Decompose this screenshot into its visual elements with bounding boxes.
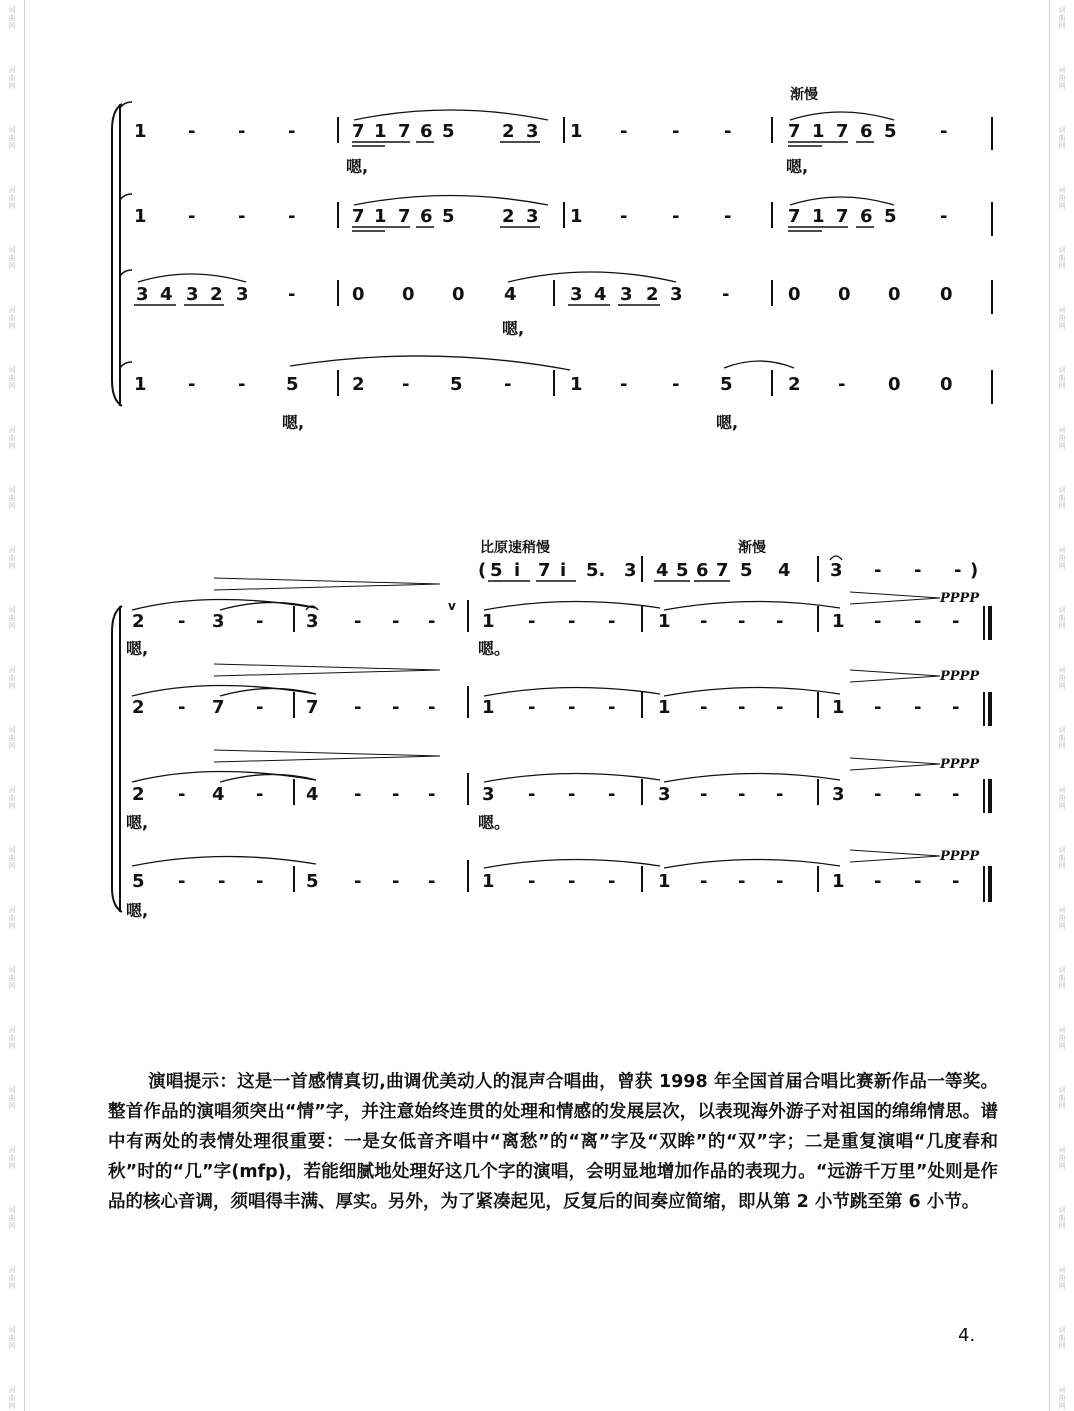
- svg-text:1: 1: [482, 697, 495, 718]
- svg-text:1: 1: [482, 611, 495, 632]
- svg-text:-: -: [528, 697, 536, 718]
- lyric: 嗯,: [126, 639, 149, 658]
- svg-text:1: 1: [570, 121, 583, 142]
- svg-text:-: -: [256, 697, 264, 718]
- svg-text:PPPP: PPPP: [940, 849, 980, 864]
- tempo-mark: 渐慢: [790, 87, 818, 103]
- watermark-text: 词 曲 网: [1058, 906, 1066, 930]
- lyric: 嗯。: [478, 813, 511, 832]
- watermark-text: 词 曲 网: [1058, 486, 1066, 510]
- svg-text:-: -: [428, 611, 436, 632]
- svg-text:2: 2: [132, 697, 145, 718]
- svg-text:4: 4: [212, 784, 225, 805]
- svg-text:7: 7: [352, 121, 365, 142]
- svg-text:1: 1: [832, 871, 845, 892]
- tempo-mark: 渐慢: [738, 540, 766, 556]
- svg-text:-: -: [738, 871, 746, 892]
- svg-text:-: -: [568, 784, 576, 805]
- svg-text:PPPP: PPPP: [940, 757, 980, 772]
- watermark-text: 词 曲 网: [1058, 246, 1066, 270]
- score-system-1: [0, 0, 1074, 440]
- watermark-text: 词 曲 网: [8, 1086, 16, 1110]
- svg-text:1: 1: [812, 206, 825, 227]
- watermark-text: 词 曲 网: [8, 366, 16, 390]
- svg-text:5: 5: [740, 560, 753, 581]
- svg-text:-: -: [568, 611, 576, 632]
- svg-text:-: -: [672, 121, 680, 142]
- svg-text:1: 1: [570, 374, 583, 395]
- svg-text:-: -: [700, 697, 708, 718]
- svg-text:-: -: [620, 206, 628, 227]
- stave-s1-4: [120, 356, 992, 432]
- svg-text:5: 5: [286, 374, 299, 395]
- svg-text:-: -: [238, 206, 246, 227]
- svg-text:4: 4: [594, 284, 607, 305]
- watermark-text: 词 曲 网: [8, 906, 16, 930]
- svg-text:3: 3: [482, 784, 495, 805]
- svg-text:0: 0: [888, 284, 901, 305]
- svg-text:-: -: [354, 784, 362, 805]
- watermark-text: 词 曲 网: [8, 1326, 16, 1350]
- svg-text:7: 7: [352, 206, 365, 227]
- watermark-text: 词 曲 网: [8, 1026, 16, 1050]
- svg-text:4: 4: [778, 560, 791, 581]
- tempo-mark: 比原速稍慢: [480, 540, 550, 556]
- stave-s2-1: [126, 578, 990, 658]
- svg-text:7: 7: [716, 560, 729, 581]
- lyric: 嗯,: [502, 319, 525, 338]
- svg-text:): ): [970, 560, 979, 581]
- watermark-text: 词 曲 网: [1058, 6, 1066, 30]
- svg-text:1: 1: [658, 611, 671, 632]
- svg-text:6: 6: [696, 560, 709, 581]
- svg-text:-: -: [738, 611, 746, 632]
- svg-text:-: -: [256, 611, 264, 632]
- svg-text:-: -: [428, 697, 436, 718]
- svg-text:5: 5: [442, 206, 455, 227]
- score-system-2: [0, 530, 1074, 930]
- watermark-text: 词 曲 网: [1058, 546, 1066, 570]
- svg-text:3: 3: [186, 284, 199, 305]
- svg-text:3: 3: [620, 284, 633, 305]
- svg-text:2: 2: [788, 374, 801, 395]
- watermark-text: 词 曲 网: [1058, 1086, 1066, 1110]
- svg-text:3: 3: [670, 284, 683, 305]
- lyric: 嗯,: [786, 157, 809, 176]
- svg-text:7: 7: [836, 206, 849, 227]
- svg-text:-: -: [608, 611, 616, 632]
- svg-text:i: i: [560, 560, 567, 581]
- svg-text:7: 7: [538, 560, 551, 581]
- svg-text:-: -: [188, 206, 196, 227]
- svg-text:-: -: [952, 611, 960, 632]
- svg-text:-: -: [178, 697, 186, 718]
- svg-text:2: 2: [646, 284, 659, 305]
- svg-text:4: 4: [504, 284, 517, 305]
- svg-text:-: -: [428, 871, 436, 892]
- svg-text:3: 3: [212, 611, 225, 632]
- svg-text:-: -: [838, 374, 846, 395]
- stave-s2-4: [126, 849, 990, 920]
- svg-text:-: -: [620, 374, 628, 395]
- svg-text:5: 5: [490, 560, 503, 581]
- svg-text:-: -: [776, 697, 784, 718]
- svg-text:-: -: [256, 871, 264, 892]
- svg-text:-: -: [238, 374, 246, 395]
- svg-text:7: 7: [398, 206, 411, 227]
- svg-text:7: 7: [788, 121, 801, 142]
- watermark-text: 词 曲 网: [8, 246, 16, 270]
- svg-text:2: 2: [502, 206, 515, 227]
- svg-text:-: -: [392, 871, 400, 892]
- watermark-text: 词 曲 网: [8, 726, 16, 750]
- svg-text:-: -: [402, 374, 410, 395]
- svg-text:-: -: [738, 784, 746, 805]
- svg-text:0: 0: [888, 374, 901, 395]
- watermark-text: 词 曲 网: [1058, 786, 1066, 810]
- svg-text:2: 2: [132, 611, 145, 632]
- svg-text:1: 1: [482, 871, 495, 892]
- svg-text:-: -: [354, 871, 362, 892]
- watermark-text: 词 曲 网: [8, 846, 16, 870]
- watermark-text: 词 曲 网: [8, 426, 16, 450]
- watermark-text: 词 曲 网: [8, 546, 16, 570]
- watermark-text: 词 曲 网: [1058, 306, 1066, 330]
- svg-text:-: -: [672, 206, 680, 227]
- svg-text:4: 4: [160, 284, 173, 305]
- performance-notes: [108, 1067, 998, 1217]
- svg-text:1: 1: [134, 374, 147, 395]
- note: 1: [134, 121, 147, 142]
- svg-text:-: -: [528, 871, 536, 892]
- stave-s2-3: [126, 750, 990, 832]
- svg-text:-: -: [392, 784, 400, 805]
- svg-text:3: 3: [306, 611, 319, 632]
- intro-line: [478, 556, 978, 582]
- svg-text:5: 5: [676, 560, 689, 581]
- svg-text:1: 1: [832, 611, 845, 632]
- lyric: 嗯,: [282, 413, 305, 432]
- svg-text:-: -: [952, 784, 960, 805]
- svg-text:-: -: [188, 374, 196, 395]
- watermark-text: 词 曲 网: [1058, 606, 1066, 630]
- svg-text:-: -: [288, 206, 296, 227]
- svg-text:1: 1: [658, 697, 671, 718]
- svg-text:0: 0: [452, 284, 465, 305]
- svg-text:1: 1: [570, 206, 583, 227]
- svg-text:-: -: [776, 784, 784, 805]
- svg-text:-: -: [354, 697, 362, 718]
- watermark-text: 词 曲 网: [1058, 1146, 1066, 1170]
- svg-text:5: 5: [884, 206, 897, 227]
- svg-text:0: 0: [940, 284, 953, 305]
- svg-text:-: -: [568, 697, 576, 718]
- watermark-text: 词 曲 网: [1058, 966, 1066, 990]
- svg-text:-: -: [528, 611, 536, 632]
- svg-text:-: -: [776, 871, 784, 892]
- svg-text:5: 5: [132, 871, 145, 892]
- svg-text:7: 7: [836, 121, 849, 142]
- svg-text:6: 6: [860, 206, 873, 227]
- svg-text:7: 7: [212, 697, 225, 718]
- svg-text:-: -: [288, 284, 296, 305]
- watermark-text: 词 曲 网: [8, 1206, 16, 1230]
- svg-text:-: -: [722, 284, 730, 305]
- watermark-text: 词 曲 网: [1058, 666, 1066, 690]
- svg-text:-: -: [188, 121, 196, 142]
- svg-text:-: -: [724, 121, 732, 142]
- watermark-text: 词 曲 网: [1058, 366, 1066, 390]
- svg-text:-: -: [952, 871, 960, 892]
- svg-text:5.: 5.: [586, 560, 606, 581]
- watermark-text: 词 曲 网: [8, 186, 16, 210]
- svg-text:-: -: [256, 784, 264, 805]
- stave-s1-3: [120, 270, 992, 338]
- svg-text:1: 1: [832, 697, 845, 718]
- svg-text:5: 5: [884, 121, 897, 142]
- watermark-text: 词 曲 网: [1058, 126, 1066, 150]
- watermark-text: 词 曲 网: [8, 66, 16, 90]
- svg-text:1: 1: [374, 206, 387, 227]
- watermark-text: 词 曲 网: [1058, 426, 1066, 450]
- lyric: 嗯,: [716, 413, 739, 432]
- svg-text:1: 1: [658, 871, 671, 892]
- svg-text:-: -: [874, 784, 882, 805]
- watermark-text: 词 曲 网: [8, 1266, 16, 1290]
- svg-text:-: -: [874, 611, 882, 632]
- svg-text:4: 4: [656, 560, 669, 581]
- svg-text:-: -: [914, 611, 922, 632]
- svg-text:0: 0: [402, 284, 415, 305]
- svg-text:5: 5: [442, 121, 455, 142]
- svg-text:-: -: [738, 697, 746, 718]
- watermark-text: 词 曲 网: [8, 6, 16, 30]
- svg-text:-: -: [700, 871, 708, 892]
- svg-text:-: -: [914, 871, 922, 892]
- svg-text:-: -: [672, 374, 680, 395]
- svg-text:0: 0: [940, 374, 953, 395]
- svg-text:-: -: [940, 121, 948, 142]
- svg-text:-: -: [776, 611, 784, 632]
- svg-text:-: -: [874, 560, 882, 581]
- svg-text:-: -: [528, 784, 536, 805]
- svg-text:1: 1: [374, 121, 387, 142]
- svg-text:-: -: [608, 871, 616, 892]
- svg-text:6: 6: [860, 121, 873, 142]
- slur: [354, 110, 548, 120]
- watermark-text: 词 曲 网: [8, 606, 16, 630]
- svg-text:1: 1: [812, 121, 825, 142]
- svg-text:-: -: [952, 697, 960, 718]
- svg-text:-: -: [724, 206, 732, 227]
- svg-text:3: 3: [136, 284, 149, 305]
- svg-text:6: 6: [420, 206, 433, 227]
- watermark-text: 词 曲 网: [8, 1386, 16, 1410]
- notes-text: 这是一首感情真切,曲调优美动人的混声合唱曲，曾获 1998 年全国首届合唱比赛新作品一等奖。整首作品的演唱须突出“情”字，并注意始终连贯的处理和情感的发展层次，以表现海外游子对祖国的绵绵情思。谱中有两处的表情处理很重要：一是女低音齐唱中“离愁”的“离”字及“双眸”的“双”字；二是重复演唱“几度春和秋”时的“几”字(mfp)，若能细腻地处理好这几个字的演唱，会明显地增加作品的表现力。“远游千万里”处则是作品的核心音调，须唱得丰满、厚实。另外，为了紧凑起见，反复后的间奏应简缩，即从第 2 小节跳至第 6 小节。: [108, 1072, 998, 1212]
- svg-text:-: -: [914, 784, 922, 805]
- svg-text:-: -: [178, 784, 186, 805]
- svg-text:-: -: [288, 121, 296, 142]
- watermark-text: 词 曲 网: [8, 666, 16, 690]
- svg-text:PPPP: PPPP: [940, 669, 980, 684]
- watermark-text: 词 曲 网: [1058, 1026, 1066, 1050]
- watermark-text: 词 曲 网: [1058, 1266, 1066, 1290]
- svg-text:1: 1: [134, 206, 147, 227]
- lyric: 嗯,: [126, 901, 149, 920]
- svg-text:-: -: [940, 206, 948, 227]
- dynamic-pppp: PPPP: [940, 591, 980, 606]
- svg-text:2: 2: [210, 284, 223, 305]
- svg-text:-: -: [914, 560, 922, 581]
- svg-text:3: 3: [832, 784, 845, 805]
- stave-s1-1: [120, 102, 992, 176]
- svg-text:-: -: [392, 611, 400, 632]
- svg-text:-: -: [428, 784, 436, 805]
- watermark-text: 词 曲 网: [8, 1146, 16, 1170]
- svg-text:3: 3: [570, 284, 583, 305]
- lyric: 嗯,: [346, 157, 369, 176]
- watermark-text: 词 曲 网: [1058, 1326, 1066, 1350]
- svg-text:-: -: [504, 374, 512, 395]
- svg-text:3: 3: [236, 284, 249, 305]
- watermark-text: 词 曲 网: [1058, 66, 1066, 90]
- watermark-text: 词 曲 网: [1058, 846, 1066, 870]
- svg-text:(: (: [478, 560, 487, 581]
- stave-s2-2: [132, 664, 990, 726]
- svg-text:-: -: [700, 611, 708, 632]
- svg-text:-: -: [608, 697, 616, 718]
- svg-text:-: -: [218, 871, 226, 892]
- svg-text:2: 2: [352, 374, 365, 395]
- watermark-text: 词 曲 网: [1058, 186, 1066, 210]
- svg-text:i: i: [514, 560, 521, 581]
- watermark-text: 词 曲 网: [8, 306, 16, 330]
- lyric: 嗯。: [478, 639, 511, 658]
- watermark-text: 词 曲 网: [1058, 726, 1066, 750]
- svg-text:-: -: [700, 784, 708, 805]
- svg-text:-: -: [568, 871, 576, 892]
- svg-text:3: 3: [658, 784, 671, 805]
- svg-text:3: 3: [526, 121, 539, 142]
- svg-text:3: 3: [830, 560, 843, 581]
- svg-text:-: -: [392, 697, 400, 718]
- svg-text:5: 5: [450, 374, 463, 395]
- watermark-text: 词 曲 网: [8, 966, 16, 990]
- lyric: 嗯,: [126, 813, 149, 832]
- svg-text:7: 7: [788, 206, 801, 227]
- svg-text:-: -: [620, 121, 628, 142]
- svg-text:6: 6: [420, 121, 433, 142]
- watermark-text: 词 曲 网: [8, 126, 16, 150]
- svg-text:4: 4: [306, 784, 319, 805]
- svg-text:0: 0: [352, 284, 365, 305]
- svg-text:-: -: [178, 871, 186, 892]
- notes-label: 演唱提示：: [148, 1072, 238, 1092]
- svg-text:0: 0: [788, 284, 801, 305]
- page-number: 4.: [958, 1325, 976, 1346]
- svg-text:-: -: [354, 611, 362, 632]
- svg-text:7: 7: [398, 121, 411, 142]
- svg-text:3: 3: [526, 206, 539, 227]
- svg-text:-: -: [914, 697, 922, 718]
- svg-text:5: 5: [306, 871, 319, 892]
- watermark-text: 词 曲 网: [8, 486, 16, 510]
- svg-text:3: 3: [624, 560, 637, 581]
- svg-text:v: v: [448, 599, 456, 613]
- svg-text:-: -: [238, 121, 246, 142]
- svg-text:5: 5: [720, 374, 733, 395]
- svg-text:0: 0: [838, 284, 851, 305]
- svg-text:-: -: [954, 560, 962, 581]
- watermark-text: 词 曲 网: [8, 786, 16, 810]
- svg-text:2: 2: [132, 784, 145, 805]
- svg-text:-: -: [874, 697, 882, 718]
- watermark-text: 词 曲 网: [1058, 1386, 1066, 1410]
- svg-text:7: 7: [306, 697, 319, 718]
- svg-text:2: 2: [502, 121, 515, 142]
- svg-text:-: -: [608, 784, 616, 805]
- stave-s1-2: [120, 194, 992, 236]
- svg-text:-: -: [178, 611, 186, 632]
- watermark-text: 词 曲 网: [1058, 1206, 1066, 1230]
- svg-text:-: -: [874, 871, 882, 892]
